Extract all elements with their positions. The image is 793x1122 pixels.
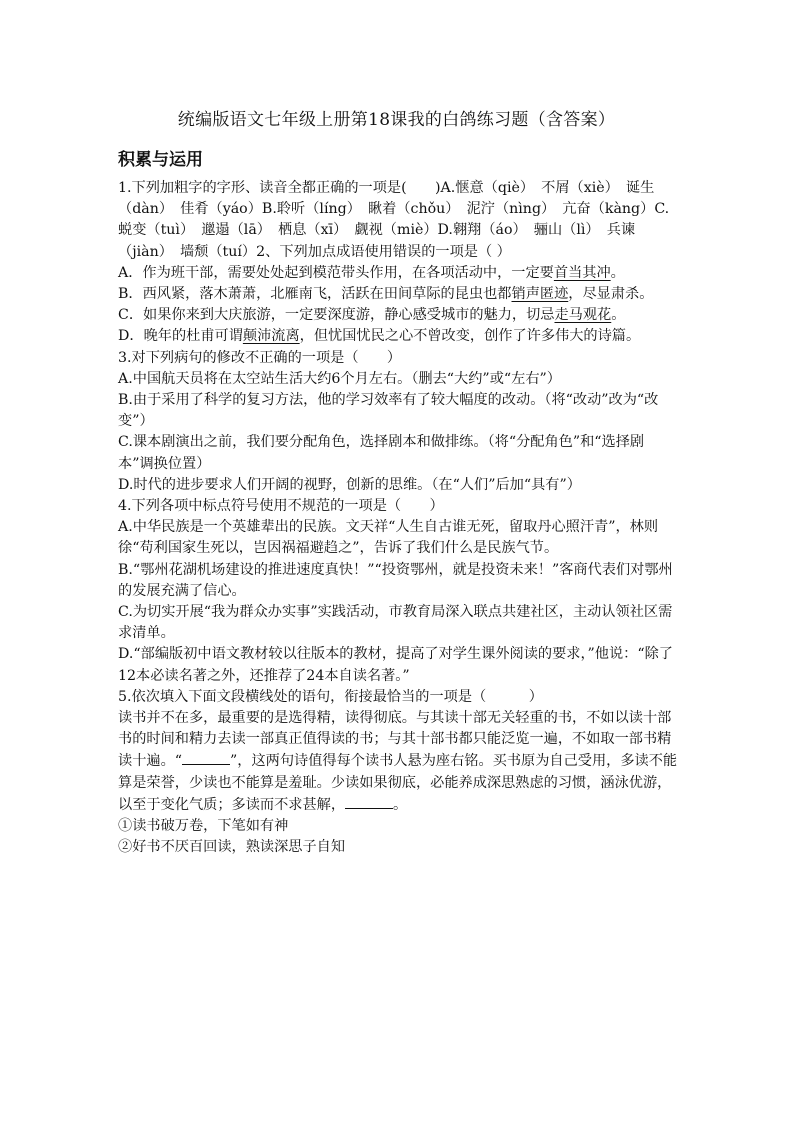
question-4-option-d: D.“部编版初中语文教材较以往版本的教材，提高了对学生课外阅读的要求，”他说：“除了12本必读名著之外，还推荐了24本自读名著。” <box>118 646 673 684</box>
question-4-option-a: A.中华民族是一个英雄辈出的民族。文天祥“人生自古谁无死，留取丹心照汗青”，林则徐“苟利国家生死以，岂因祸福避趋之”，告诉了我们什么是民族气节。 <box>118 519 659 557</box>
passage-text: 。 <box>393 796 408 813</box>
section-heading: 积累与运用 <box>118 150 203 170</box>
underlined-idiom: 首当其冲 <box>553 264 611 281</box>
question-2-option-b <box>118 284 678 305</box>
question-5-sentence-1: ①读书破万卷，下笔如有神 <box>118 818 289 835</box>
option-text: D．晚年的杜甫可谓 <box>118 328 243 345</box>
underlined-idiom: 颠沛流离 <box>242 328 300 345</box>
question-1: 1.下列加粗字的字形、读音全都正确的一项是( )A.惬意（qiè） 不屑（xiè） 诞生（dàn） 佳肴（yáo）B.聆听（líng） 瞅着（chǒu） 泥泞（nìng） 亢奋（kàng）C.蜕变（tuì） 邋遢（lā） 栖息（xī） 觑视（miè）D.翱翔（áo） 骊山（lì） 兵谏（jiàn） 墙颓（tuí）2、下列加点成语使用错误的一项是（ ） <box>118 180 670 260</box>
question-5-passage <box>118 708 678 816</box>
question-4-option-c: C.为切实开展“我为群众办实事”实践活动，市教育局深入联点共建社区，主动认领社区需求清单。 <box>118 604 673 642</box>
option-text: C．如果你来到大庆旅游，一定要深度游，静心感受城市的魅力，切忌 <box>118 307 555 324</box>
question-3-option-d: D.时代的进步要求人们开阔的视野，创新的思维。（在“人们”后加“具有”） <box>118 476 581 493</box>
document-title: 统编版语文七年级上册第18课我的白鸽练习题（含答案） <box>177 110 616 130</box>
question-2-option-d <box>118 326 678 347</box>
underlined-idiom: 销声匿迹 <box>511 286 569 303</box>
question-3-option-c: C.课本剧演出之前，我们要分配角色，选择剧本和做排练。（将“分配角色”和“选择剧本”调换位置） <box>118 434 645 472</box>
document-body <box>118 178 678 859</box>
question-2-option-a <box>118 263 678 284</box>
question-4-option-b: B.“鄂州花湖机场建设的推进速度真快！”“投资鄂州，就是投资未来！”客商代表们对鄂州的发展充满了信心。 <box>118 561 673 599</box>
question-2-option-c <box>118 305 678 326</box>
question-3-stem: 3.对下列病句的修改不正确的一项是（ ） <box>118 349 402 366</box>
option-text: 。 <box>610 264 625 281</box>
fill-blank <box>345 794 393 809</box>
passage-text: ”，这两句诗值得每个读书人悬为座右铭。买书原为自己受用，多读不能算是荣誉，少读也不能算是羞耻。少读如果彻底，必能养成深思熟虑的习惯，涵泳优游，以至于变化气质；多读而不求甚解， <box>118 753 678 813</box>
option-text: ，尽显肃杀。 <box>568 286 654 303</box>
fill-blank <box>182 750 230 765</box>
question-5-stem: 5.依次填入下面文段横线处的语句，衔接最恰当的一项是（ ） <box>118 688 543 705</box>
passage-text: 读书并不在多，最重要的是选得精，读得彻底。与其读十部无关轻重的书，不如以读十部书的时间和精力去读一部真正值得读的书；与其十部书都只能泛览一遍，不如取一部书精读十遍。“ <box>118 710 672 770</box>
question-3-option-b: B.由于采用了科学的复习方法，他的学习效率有了较大幅度的改动。（将“改动”改为“改变”） <box>118 392 659 430</box>
option-text: 。 <box>611 307 626 324</box>
underlined-idiom: 走马观花 <box>554 307 612 324</box>
option-text: ，但忧国忧民之心不曾改变，创作了许多伟大的诗篇。 <box>299 328 641 345</box>
question-4-stem: 4.下列各项中标点符号使用不规范的一项是（ ） <box>118 498 444 515</box>
question-3-option-a: A.中国航天员将在太空站生活大约6个月左右。（删去“大约”或“左右”） <box>118 370 561 387</box>
option-text: A．作为班干部，需要处处起到模范带头作用，在各项活动中，一定要 <box>118 264 554 281</box>
question-5-sentence-2: ②好书不厌百回读，熟读深思子自知 <box>118 839 346 856</box>
option-text: B．西风紧，落木萧萧，北雁南飞，活跃在田间草际的昆虫也都 <box>118 286 512 303</box>
